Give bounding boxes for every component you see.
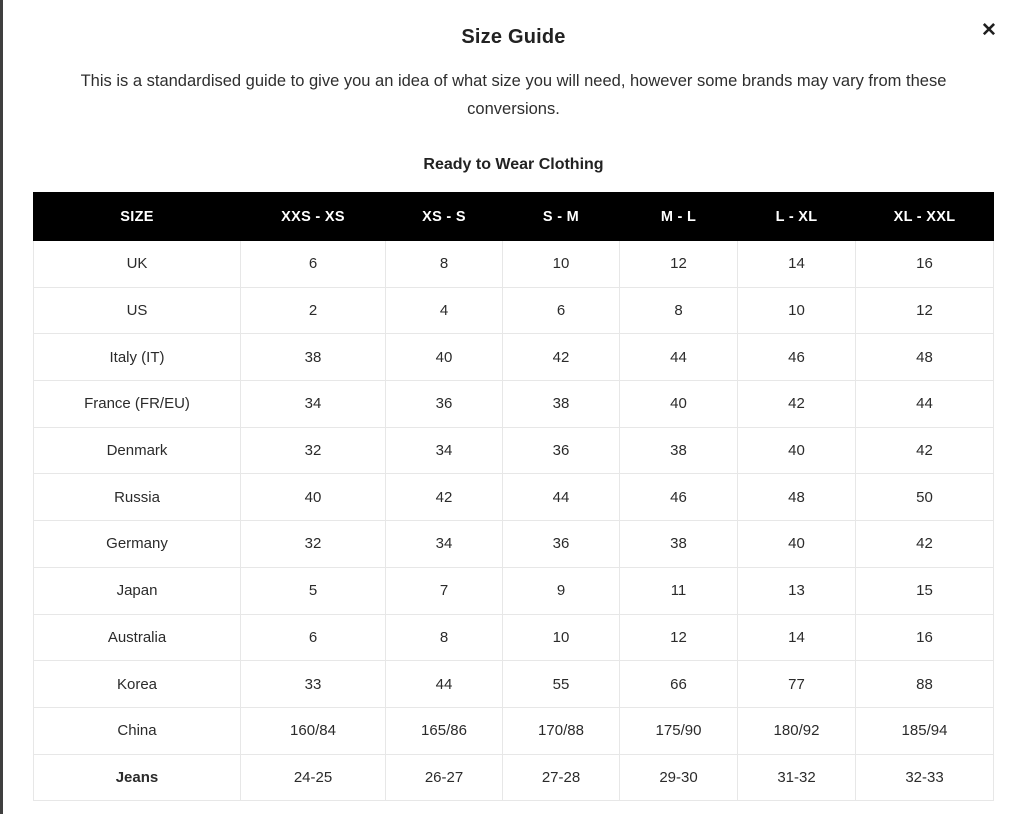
size-value-cell: 42 — [738, 381, 856, 428]
size-value-cell: 9 — [503, 567, 620, 614]
table-row — [34, 287, 994, 334]
table-header-cell: XS - S — [386, 193, 503, 241]
size-value-cell: 38 — [620, 521, 738, 568]
size-value-cell: 2 — [241, 287, 386, 334]
row-label-cell: France (FR/EU) — [34, 381, 241, 428]
size-value-cell: 4 — [386, 287, 503, 334]
size-value-cell: 11 — [620, 567, 738, 614]
size-value-cell: 48 — [856, 334, 994, 381]
size-value-cell: 15 — [856, 567, 994, 614]
size-value-cell: 14 — [738, 241, 856, 288]
size-value-cell: 16 — [856, 614, 994, 661]
row-label-cell: China — [34, 707, 241, 754]
size-value-cell: 50 — [856, 474, 994, 521]
size-value-cell: 24-25 — [241, 754, 386, 801]
size-value-cell: 8 — [620, 287, 738, 334]
size-value-cell: 44 — [620, 334, 738, 381]
size-value-cell: 8 — [386, 614, 503, 661]
size-value-cell: 36 — [386, 381, 503, 428]
size-value-cell: 185/94 — [856, 707, 994, 754]
table-header-row — [34, 193, 994, 241]
size-value-cell: 77 — [738, 661, 856, 708]
size-value-cell: 6 — [503, 287, 620, 334]
size-value-cell: 12 — [620, 241, 738, 288]
row-label-cell: UK — [34, 241, 241, 288]
row-label-cell: Japan — [34, 567, 241, 614]
table-row — [34, 241, 994, 288]
row-label-cell: Germany — [34, 521, 241, 568]
size-value-cell: 5 — [241, 567, 386, 614]
size-value-cell: 10 — [503, 241, 620, 288]
row-label-cell: Australia — [34, 614, 241, 661]
table-header-cell: L - XL — [738, 193, 856, 241]
table-header-cell: XL - XXL — [856, 193, 994, 241]
table-row — [34, 754, 994, 801]
row-label-cell: Russia — [34, 474, 241, 521]
table-header-cell: XXS - XS — [241, 193, 386, 241]
table-row — [34, 334, 994, 381]
size-value-cell: 34 — [241, 381, 386, 428]
size-value-cell: 14 — [738, 614, 856, 661]
row-label-cell: Korea — [34, 661, 241, 708]
size-value-cell: 34 — [386, 427, 503, 474]
size-value-cell: 180/92 — [738, 707, 856, 754]
size-value-cell: 42 — [856, 427, 994, 474]
table-row — [34, 474, 994, 521]
size-value-cell: 12 — [856, 287, 994, 334]
size-value-cell: 40 — [241, 474, 386, 521]
size-value-cell: 12 — [620, 614, 738, 661]
size-value-cell: 40 — [738, 427, 856, 474]
guide-description: This is a standardised guide to give you an idea of what size you will need, however some brands may vary from these conversions. — [80, 72, 947, 118]
section-subtitle: Ready to Wear Clothing — [423, 156, 604, 173]
size-value-cell: 42 — [503, 334, 620, 381]
size-value-cell: 55 — [503, 661, 620, 708]
size-value-cell: 7 — [386, 567, 503, 614]
size-value-cell: 32 — [241, 521, 386, 568]
size-value-cell: 38 — [241, 334, 386, 381]
row-label-cell: Jeans — [34, 754, 241, 801]
size-value-cell: 44 — [856, 381, 994, 428]
size-value-cell: 16 — [856, 241, 994, 288]
size-value-cell: 44 — [503, 474, 620, 521]
size-value-cell: 10 — [503, 614, 620, 661]
size-value-cell: 42 — [856, 521, 994, 568]
size-value-cell: 165/86 — [386, 707, 503, 754]
row-label-cell: Denmark — [34, 427, 241, 474]
size-value-cell: 48 — [738, 474, 856, 521]
table-row — [34, 521, 994, 568]
size-value-cell: 46 — [738, 334, 856, 381]
size-value-cell: 10 — [738, 287, 856, 334]
size-value-cell: 44 — [386, 661, 503, 708]
row-label-cell: Italy (IT) — [34, 334, 241, 381]
size-value-cell: 160/84 — [241, 707, 386, 754]
table-row — [34, 614, 994, 661]
size-value-cell: 33 — [241, 661, 386, 708]
size-value-cell: 46 — [620, 474, 738, 521]
table-header-cell: M - L — [620, 193, 738, 241]
size-value-cell: 40 — [738, 521, 856, 568]
table-row — [34, 427, 994, 474]
size-value-cell: 40 — [620, 381, 738, 428]
size-value-cell: 40 — [386, 334, 503, 381]
size-value-cell: 42 — [386, 474, 503, 521]
size-value-cell: 31-32 — [738, 754, 856, 801]
size-value-cell: 26-27 — [386, 754, 503, 801]
table-row — [34, 567, 994, 614]
row-label-cell: US — [34, 287, 241, 334]
page-title: Size Guide — [461, 26, 566, 48]
size-value-cell: 38 — [620, 427, 738, 474]
size-value-cell: 6 — [241, 241, 386, 288]
table-row — [34, 707, 994, 754]
table-header-cell: SIZE — [34, 193, 241, 241]
size-value-cell: 88 — [856, 661, 994, 708]
size-value-cell: 170/88 — [503, 707, 620, 754]
table-header-cell: S - M — [503, 193, 620, 241]
size-value-cell: 36 — [503, 521, 620, 568]
size-value-cell: 66 — [620, 661, 738, 708]
size-value-cell: 32 — [241, 427, 386, 474]
size-value-cell: 27-28 — [503, 754, 620, 801]
size-value-cell: 6 — [241, 614, 386, 661]
size-value-cell: 38 — [503, 381, 620, 428]
size-value-cell: 32-33 — [856, 754, 994, 801]
size-value-cell: 175/90 — [620, 707, 738, 754]
size-value-cell: 36 — [503, 427, 620, 474]
size-value-cell: 13 — [738, 567, 856, 614]
table-row — [34, 381, 994, 428]
size-value-cell: 8 — [386, 241, 503, 288]
table-row — [34, 661, 994, 708]
size-value-cell: 34 — [386, 521, 503, 568]
close-icon[interactable]: ✕ — [976, 18, 1002, 44]
size-conversion-table — [33, 192, 994, 801]
size-value-cell: 29-30 — [620, 754, 738, 801]
